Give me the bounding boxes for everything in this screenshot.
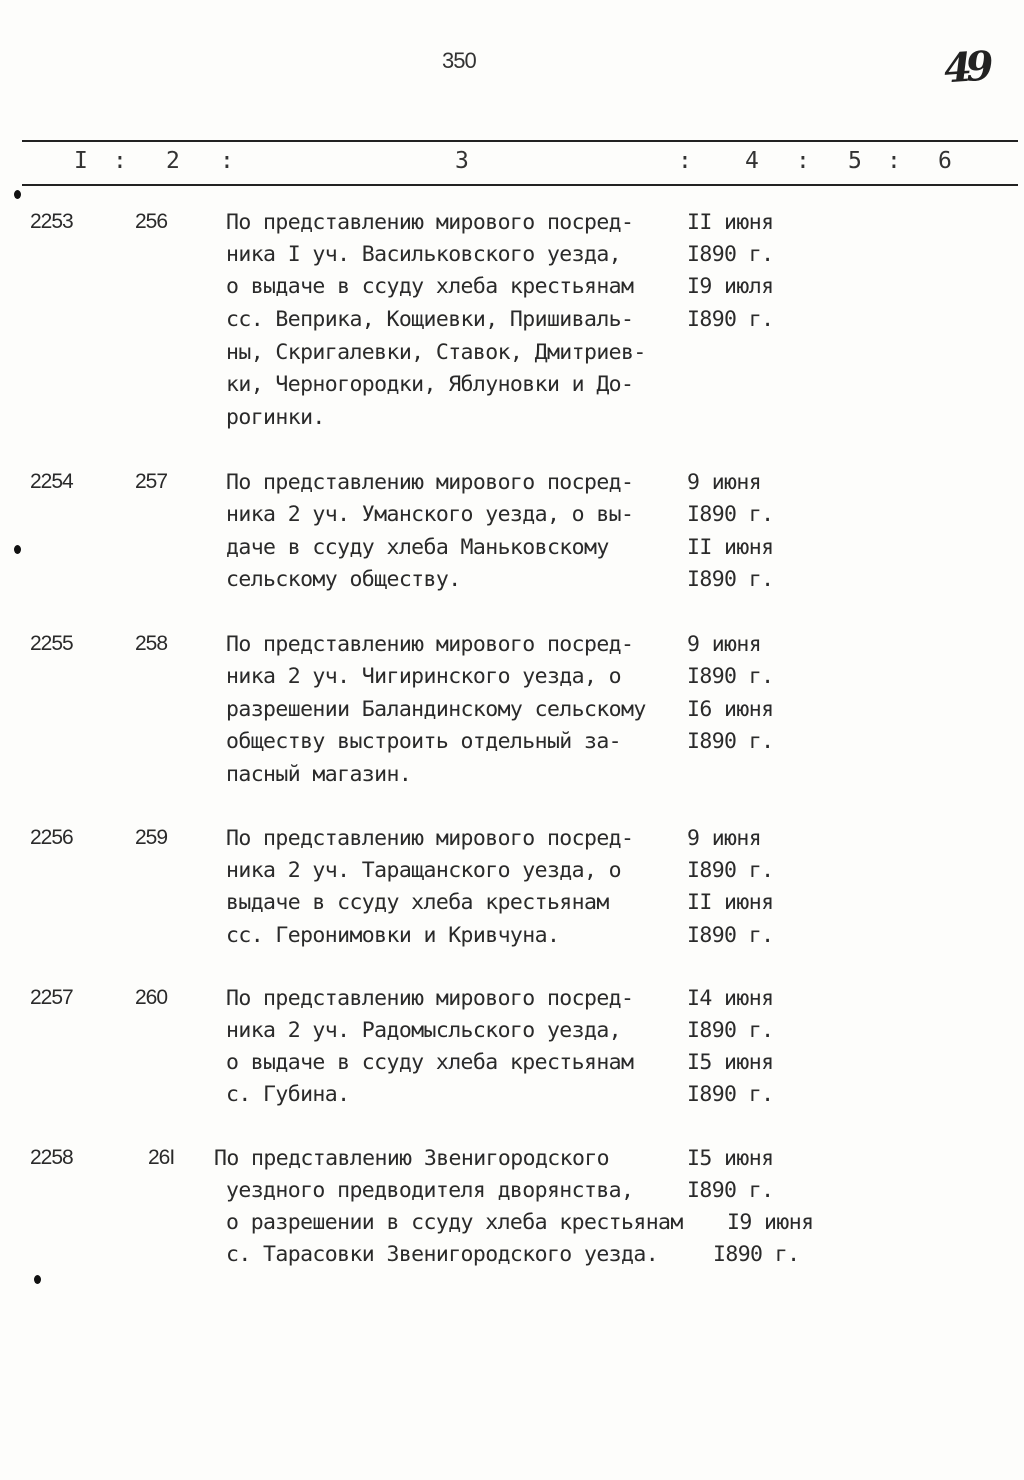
- description-line: По представлению мирового посред-: [226, 210, 634, 235]
- case-number: 260: [135, 986, 168, 1009]
- description-line: с. Тарасовки Звенигородского уезда.: [226, 1242, 659, 1267]
- description-line: ны, Скригалевки, Ставок, Дмитриев-: [226, 340, 646, 365]
- end-year: I890 г.: [687, 729, 774, 754]
- start-year: I890 г.: [687, 858, 774, 883]
- description-line: ника 2 уч. Радомысльского уезда,: [226, 1018, 622, 1043]
- case-number: 26I: [148, 1146, 175, 1169]
- entry-number: 2256: [30, 826, 73, 849]
- description-line: ника 2 уч. Уманского уезда, о вы-: [226, 502, 634, 527]
- column-separator: :: [887, 148, 901, 174]
- description-line: По представлению Звенигородского: [214, 1146, 610, 1171]
- entry-number: 2253: [30, 210, 73, 233]
- handwritten-folio-number: 49: [942, 42, 990, 93]
- case-number: 256: [135, 210, 168, 233]
- description-line: уездного предводителя дворянства,: [226, 1178, 634, 1203]
- column-separator: :: [113, 148, 127, 174]
- column-separator: :: [678, 148, 692, 174]
- description-line: разрешении Баландинскому сельскому: [226, 697, 646, 722]
- punch-hole-mark: [34, 1275, 41, 1284]
- case-number: 258: [135, 632, 168, 655]
- end-year: I890 г.: [687, 923, 774, 948]
- description-line: По представлению мирового посред-: [226, 632, 634, 657]
- header-top-rule: [22, 140, 1018, 142]
- end-year: I890 г.: [687, 307, 774, 332]
- column-header-5: 5: [848, 148, 862, 174]
- end-date: I5 июня: [687, 1050, 774, 1075]
- column-header-6: 6: [938, 148, 952, 174]
- start-date: II июня: [687, 210, 774, 235]
- punch-hole-mark: [14, 545, 21, 554]
- column-separator: :: [220, 148, 234, 174]
- column-header-2: 2: [166, 148, 180, 174]
- case-number: 257: [135, 470, 168, 493]
- description-line: сс. Веприка, Кощиевки, Пришиваль-: [226, 307, 634, 332]
- punch-hole-mark: [14, 190, 21, 199]
- description-line: ника 2 уч. Таращанского уезда, о: [226, 858, 622, 883]
- description-line: По представлению мирового посред-: [226, 826, 634, 851]
- entry-number: 2258: [30, 1146, 73, 1169]
- description-line: обществу выстроить отдельный за-: [226, 729, 622, 754]
- description-line: о разрешении в ссуду хлеба крестьянам: [226, 1210, 683, 1235]
- end-date: II июня: [687, 535, 774, 560]
- start-date: 9 июня: [687, 470, 762, 495]
- description-line: По представлению мирового посред-: [226, 986, 634, 1011]
- description-line: выдаче в ссуду хлеба крестьянам: [226, 890, 609, 915]
- description-line: сельскому обществу.: [226, 567, 461, 592]
- column-header-1: I: [74, 148, 88, 174]
- start-date: 9 июня: [687, 632, 762, 657]
- column-separator: :: [796, 148, 810, 174]
- end-year: I890 г.: [713, 1242, 800, 1267]
- start-year: I890 г.: [687, 502, 774, 527]
- header-bottom-rule: [22, 184, 1018, 186]
- description-line: о выдаче в ссуду хлеба крестьянам: [226, 274, 634, 299]
- end-date: I9 июля: [687, 274, 774, 299]
- column-header-4: 4: [745, 148, 759, 174]
- end-year: I890 г.: [687, 1082, 774, 1107]
- description-line: рогинки.: [226, 405, 325, 430]
- description-line: пасный магазин.: [226, 762, 412, 787]
- entry-number: 2254: [30, 470, 73, 493]
- description-line: ника 2 уч. Чигиринского уезда, о: [226, 664, 622, 689]
- description-line: сс. Геронимовки и Кривчуна.: [226, 923, 560, 948]
- start-date: I4 июня: [687, 986, 774, 1011]
- end-date: II июня: [687, 890, 774, 915]
- end-date: I6 июня: [687, 697, 774, 722]
- description-line: о выдаче в ссуду хлеба крестьянам: [226, 1050, 634, 1075]
- description-line: даче в ссуду хлеба Маньковскому: [226, 535, 609, 560]
- page-number: 350: [442, 48, 476, 73]
- start-year: I890 г.: [687, 664, 774, 689]
- entry-number: 2257: [30, 986, 73, 1009]
- start-year: I890 г.: [687, 242, 774, 267]
- description-line: ки, Черногородки, Яблуновки и До-: [226, 372, 634, 397]
- case-number: 259: [135, 826, 168, 849]
- start-date: I5 июня: [687, 1146, 774, 1171]
- description-line: с. Губина.: [226, 1082, 350, 1107]
- start-year: I890 г.: [687, 1018, 774, 1043]
- end-year: I890 г.: [687, 567, 774, 592]
- entry-number: 2255: [30, 632, 73, 655]
- description-line: По представлению мирового посред-: [226, 470, 634, 495]
- start-date: 9 июня: [687, 826, 762, 851]
- column-header-3: 3: [455, 148, 469, 174]
- description-line: ника I уч. Васильковского уезда,: [226, 242, 622, 267]
- start-year: I890 г.: [687, 1178, 774, 1203]
- end-date: I9 июня: [727, 1210, 814, 1235]
